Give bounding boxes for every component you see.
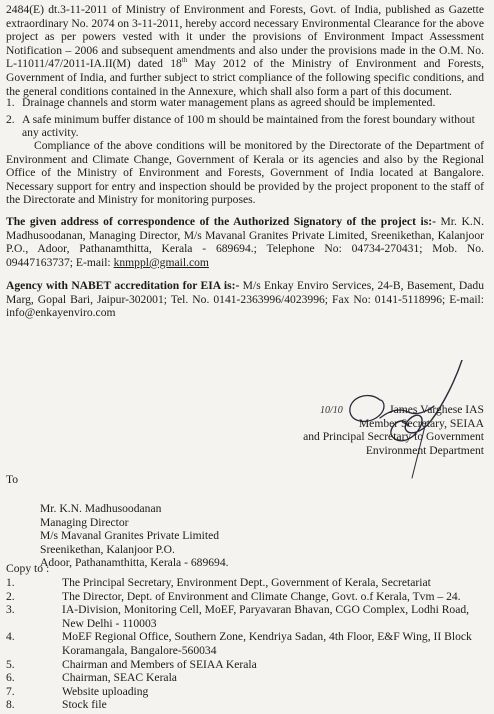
condition-number: 1. (6, 96, 15, 109)
condition-item (6, 96, 484, 110)
condition-text: A safe minimum buffer distance of 100 m should be maintained from the forest boundary without any activity. (22, 112, 475, 140)
copy-to-item: 5. Chairman and Members of SEIAA Kerala (6, 657, 257, 671)
condition-text: Drainage channels and storm water management plans as agreed should be implemented. (22, 96, 436, 109)
agency-text: M/s Enkay Enviro Services, 24-B, Basement, Dadu Marg, Gopal Bari, Jaipur-302001; Tel. No. 0141-2363996/4023996; Fax No: 0141-5118996; E-mail: info@enkayenviro.com (6, 279, 484, 320)
agency-paragraph (6, 279, 484, 320)
copy-to-item: 3. IA-Division, Monitoring Cell, MoEF, Paryavaran Bhavan, CGO Complex, Lodhi Road, New Delhi - 110003 (6, 603, 470, 630)
signer-name: James Varghese IAS (389, 403, 484, 416)
address-line: Sreenikethan, Kalanjoor P.O. (40, 542, 175, 556)
copy-to-item: 8. Stock file (6, 698, 107, 712)
address-line: Adoor, Pathanamthitta, Kerala - 689694. (40, 556, 229, 570)
copy-to-item: 6. Chairman, SEAC Kerala (6, 671, 177, 685)
copy-to-item: 1. The Principal Secretary, Environment Dept., Government of Kerala, Secretariat (6, 576, 431, 589)
signature-block (303, 403, 484, 457)
agency-heading: Agency with NABET accreditation for EIA is:- (6, 279, 240, 292)
copy-to-item: 4. MoEF Regional Office, Southern Zone, Kendriya Sadan, 4th Floor, E&F Wing, II Block Koramangala, Bangalore-560034 (6, 630, 472, 657)
signature-date-note: 10/10 (320, 405, 343, 416)
recipient-address (40, 502, 229, 570)
copy-to-item: 2. The Director, Dept. of Environment and Climate Change, Govt. o.f Kerala, Tvm – 24. (6, 589, 461, 603)
compliance-paragraph (6, 139, 484, 207)
signer-title: and Principal Secretary to Government (303, 430, 484, 444)
compliance-text: Compliance of the above conditions will be monitored by the Directorate of the Department of Environment and Climate Change, Government of Kerala or its agencies and also by the Regional Office of the Ministry of Environment and Forests, Government of India located at Bangalore. Necessary support for entry and inspection should be provided by the project proponent to the staff of the Directorate and Ministry for monitoring purposes. (6, 139, 484, 207)
copy-to-item: 7. Website uploading (6, 684, 149, 698)
condition-item (6, 113, 484, 140)
to-label: To (6, 473, 19, 486)
intro-text-b: May 2012 of the Ministry of Environment and Forests, Government of India, and further subject to strict compliance of the following specific conditions, and the general conditions contained in the Annexure, which shall also form a part of this document. (6, 57, 484, 98)
signatory-text: Mr. K.N. Madhusoodanan, Managing Director, M/s Mavanal Granites Private Limited, Sreenikethan, Kalanjoor P.O., Adoor, Pathanamthitta, Kerala - 689694.; Telephone No: 04734-270431; Mob. No. 09447163737; E-mail: (6, 215, 484, 269)
intro-superscript: th (181, 56, 188, 65)
copy-to-list (6, 576, 476, 712)
signatory-paragraph (6, 215, 484, 269)
address-line: Mr. K.N. Madhusoodanan (40, 502, 162, 515)
signatory-email-link[interactable]: knmppl@gmail.com (113, 255, 209, 269)
condition-number: 2. (6, 112, 15, 126)
intro-paragraph (6, 3, 484, 98)
signer-department: Environment Department (365, 443, 484, 457)
signer-title: Member Secretary, SEIAA (358, 416, 484, 430)
copy-to-label: Copy to : (6, 562, 50, 575)
intro-text-a: 2484(E) dt.3-11-2011 of Ministry of Environment and Forests, Govt. of India, published as Gazette extraordinary No. 2074 on 3-11-2011, hereby accord necessary Environmental Clearance for the above project as per powers vested with it under the provisions of Environment Impact Assessment Notification – 2006 and subsequent amendments and also under the provisions made in the O.M. No. L-11011/47/2011-IA.II(M) dated 18 (6, 3, 484, 71)
signatory-heading: The given address of correspondence of the Authorized Signatory of the project is:- (6, 215, 436, 228)
conditions-list (6, 96, 484, 140)
address-line: Managing Director (40, 515, 129, 529)
address-line: M/s Mavanal Granites Private Limited (40, 529, 220, 543)
